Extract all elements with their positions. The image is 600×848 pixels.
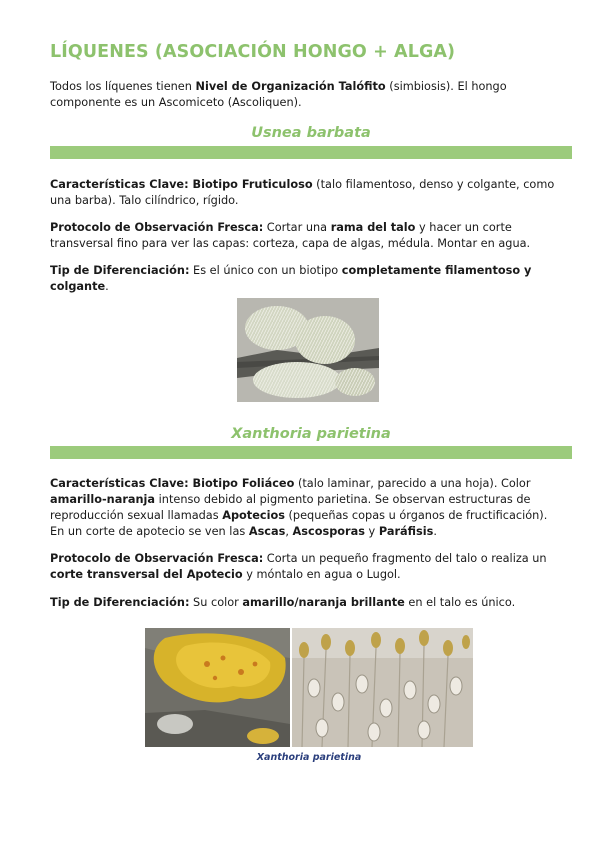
usnea-tip (50, 263, 562, 295)
page-title: LÍQUENES (ASOCIACIÓN HONGO + ALGA) (50, 42, 456, 62)
text-run: Apotecios (222, 509, 285, 522)
text-run: (talo laminar, parecido a una hoja). Color (294, 477, 531, 490)
text-run: Tip de Diferenciación: (50, 596, 190, 609)
text-run: amarillo/naranja brillante (242, 596, 405, 609)
text-run: . (433, 525, 437, 538)
xanthoria-tip (50, 595, 562, 611)
text-run: Paráfisis (378, 525, 434, 538)
xanthoria-apothecium-photo (292, 628, 473, 747)
text-run: Es el único con un biotipo (189, 264, 342, 277)
section-heading-usnea: Usnea barbata (251, 125, 371, 141)
text-run: Su color (189, 596, 243, 609)
text-run: Biotipo Fruticuloso (192, 178, 313, 191)
text-run: rama del talo (330, 221, 416, 234)
text-run: Protocolo de Observación Fresca: (50, 221, 264, 234)
usnea-lichen-image (237, 298, 379, 402)
text-run: y móntalo en agua o Lugol. (242, 568, 401, 581)
text-run: corte transversal del Apotecio (50, 568, 243, 581)
text-run: Características Clave: (50, 477, 193, 490)
xanthoria-protocolo (50, 551, 562, 583)
text-run: Ascosporas (292, 525, 365, 538)
xanthoria-microscopy-image (292, 628, 473, 747)
text-run: Corta un pequeño fragmento del talo o realiza un (263, 552, 547, 565)
text-run: y (364, 525, 379, 538)
text-run: Protocolo de Observación Fresca: (50, 552, 264, 565)
intro-paragraph (50, 79, 562, 111)
text-run: Biotipo Foliáceo (192, 477, 295, 490)
section-band-usnea (50, 146, 572, 159)
xanthoria-thallus-photo (145, 628, 290, 747)
text-run: Nivel de Organización Talófito (195, 80, 386, 93)
text-run: amarillo-naranja (50, 493, 156, 506)
usnea-caracteristicas (50, 177, 562, 209)
text-run: (simbiosis). El hongo componente es un Ascomiceto (Ascoliquen). (50, 80, 507, 109)
xanthoria-caracteristicas (50, 476, 562, 540)
text-run: completamente filamentoso y colgante (50, 264, 532, 293)
text-run: Cortar una (263, 221, 331, 234)
xanthoria-thallus-image (145, 628, 290, 747)
text-run: y hacer un corte transversal fino para ver las capas: corteza, capa de algas, médula. Montar en agua. (50, 221, 531, 250)
section-band-xanthoria (50, 446, 572, 459)
text-run: Tip de Diferenciación: (50, 264, 190, 277)
text-run: , (285, 525, 293, 538)
figure-caption: Xanthoria parietina (256, 752, 362, 763)
text-run: intenso debido al pigmento parietina. Se observan estructuras de reproducción sexual llamadas (50, 493, 531, 522)
text-run: (talo filamentoso, denso y colgante, como una barba). Talo cilíndrico, rígido. (50, 178, 555, 207)
text-run: (pequeñas copas u órganos de fructificación). En un corte de apotecio se ven las (50, 509, 548, 538)
text-run: en el talo es único. (404, 596, 516, 609)
usnea-protocolo (50, 220, 562, 252)
text-run: Características Clave: (50, 178, 193, 191)
text-run: Todos los líquenes tienen (50, 80, 196, 93)
text-run: . (105, 280, 109, 293)
text-run: Ascas (248, 525, 286, 538)
usnea-photo (237, 298, 379, 402)
section-heading-xanthoria: Xanthoria parietina (231, 426, 391, 442)
